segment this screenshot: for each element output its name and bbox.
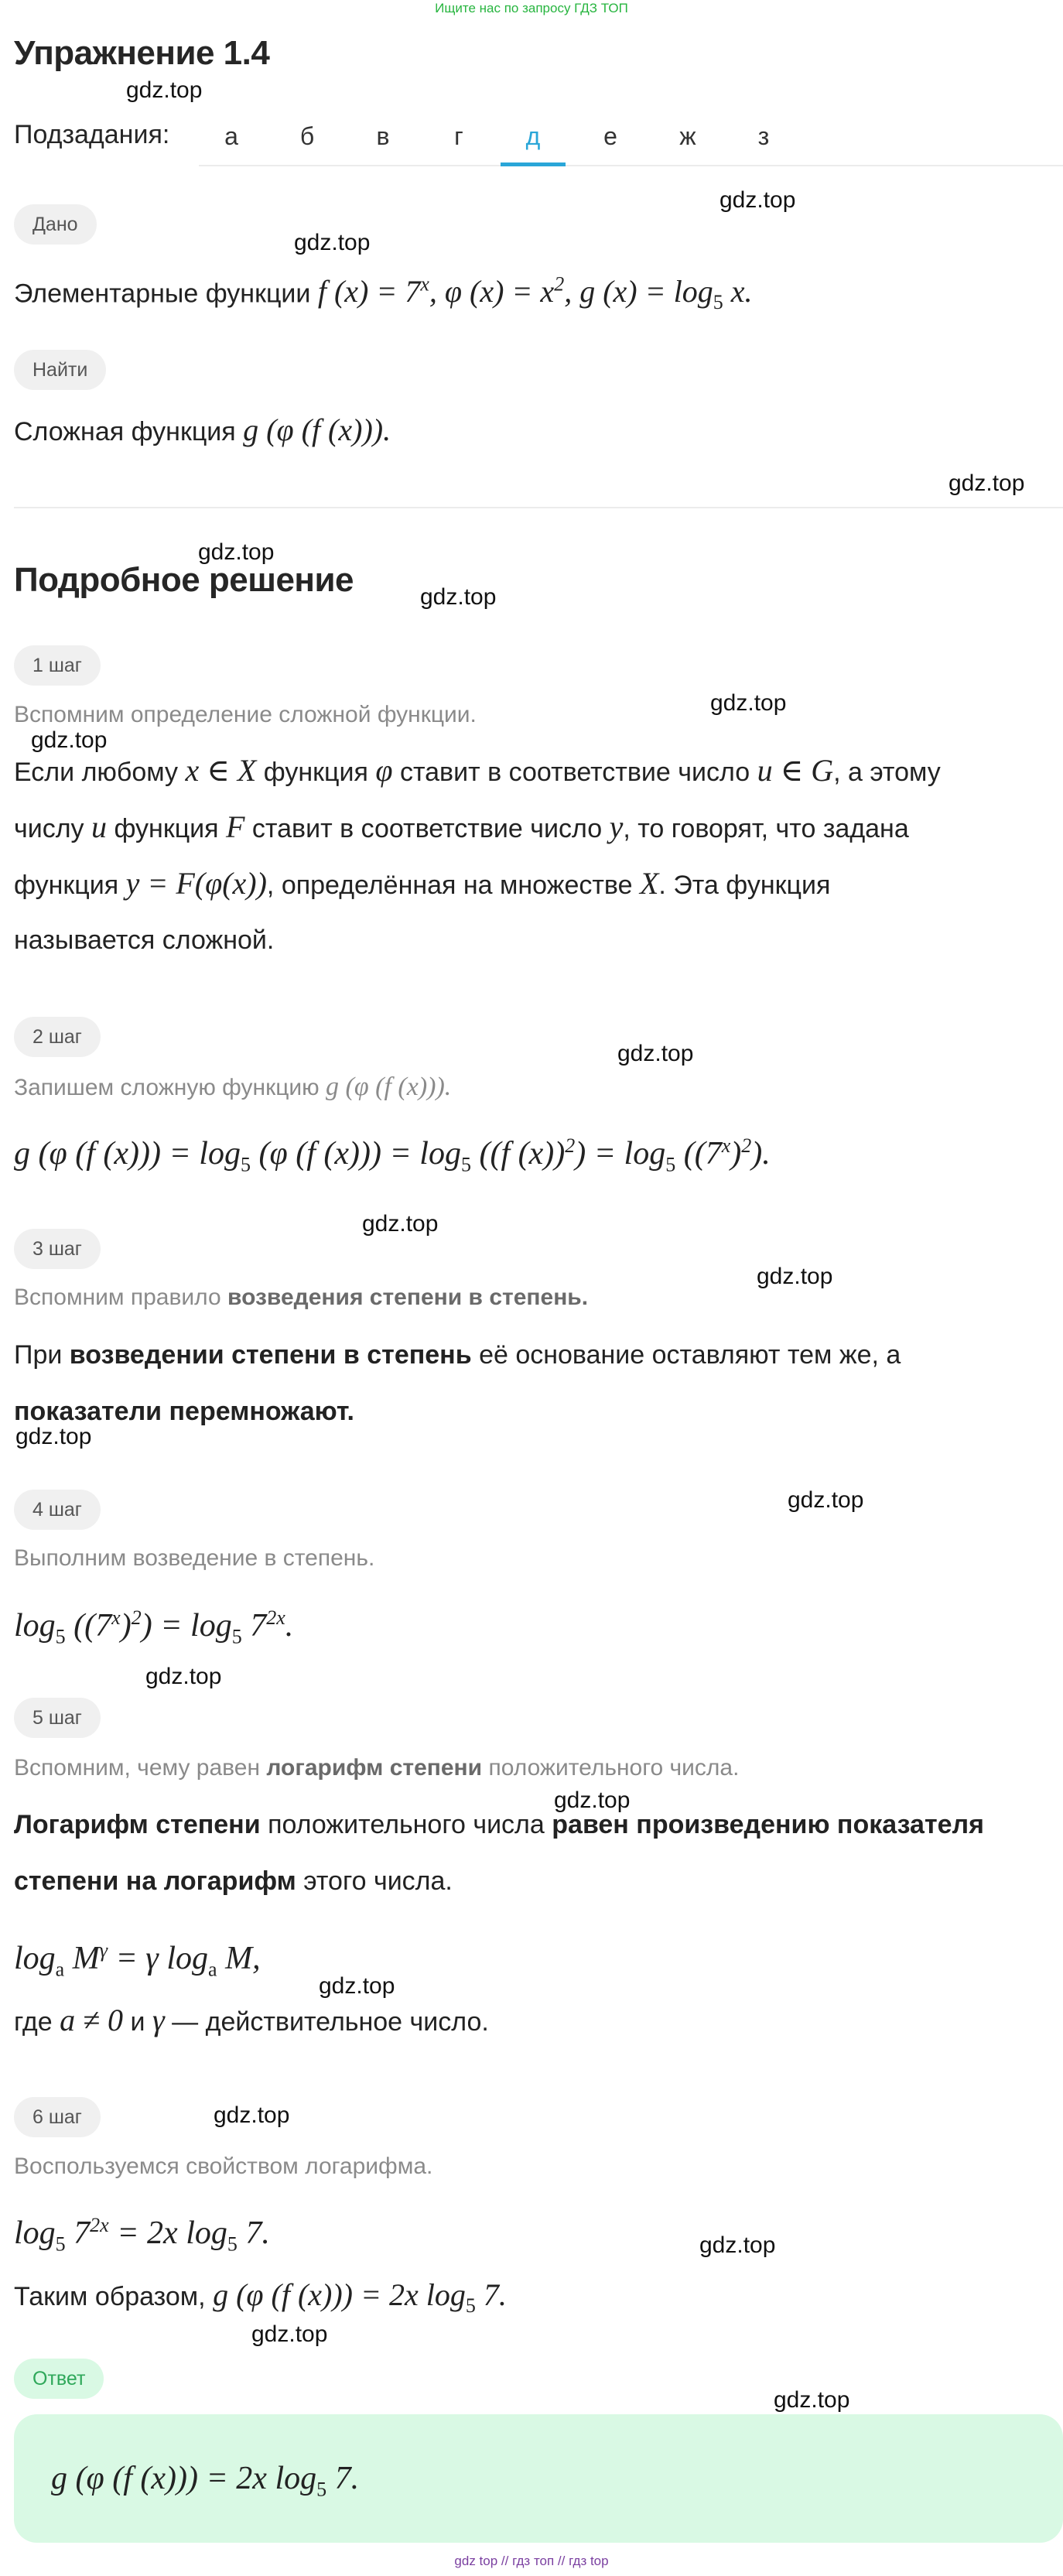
watermark: gdz.top [948,470,1025,496]
step-6-hint: Воспользуемся свойством логарифма. [14,2154,433,2179]
step-2-badge: 2 шаг [14,1017,101,1057]
step-5-badge: 5 шаг [14,1698,101,1738]
watermark: gdz.top [251,2321,328,2347]
tab-z[interactable]: з [757,122,770,150]
watermark: gdz.top [757,1264,833,1289]
watermark: gdz.top [198,539,275,565]
step-3-line-1: При возведении степени в степень её основание оставляют тем же, а [14,1340,901,1370]
step-1-line-3: функция y = F(φ(x)), определённая на множестве X. Эта функция [14,866,831,901]
top-banner: Ищите нас по запросу ГДЗ ТОП [435,1,628,15]
step-2-equation: g (φ (f $(x))) = \log_5 (\varphi$ (f $(x))) = \log_5 ((f$ $(x))^2) = \log_5 ((7^x)^2)$. [14,1134,771,1176]
step-6-equation: $\log_5 7^{2x} = 2x$ $\log_5 7$. [14,2214,270,2256]
divider [14,507,1063,508]
step-5-hint: Вспомним, чему равен логарифм степени положительного числа. [14,1755,740,1781]
watermark: gdz.top [774,2387,850,2413]
watermark: gdz.top [719,187,796,213]
tab-a[interactable]: а [224,122,238,150]
find-badge: Найти [14,350,106,390]
step-1-line-2: числу u функция F ставит в соответствие число y, то говорят, что задана [14,809,909,844]
tab-e[interactable]: е [603,122,617,150]
answer-badge: Ответ [14,2359,104,2399]
step-4-equation: $\log_5 ((7^x)^2) = \log_5 7^{2x}$. [14,1606,294,1648]
step-1-line-4: называется сложной. [14,925,275,955]
watermark: gdz.top [31,727,108,753]
watermark: gdz.top [145,1664,222,1689]
watermark: gdz.top [319,1973,395,1999]
page-title: Упражнение 1.4 [14,34,270,72]
step-3-badge: 3 шаг [14,1229,101,1269]
tab-d[interactable]: д [501,116,566,166]
watermark: gdz.top [214,2102,290,2128]
step-1-badge: 1 шаг [14,645,101,686]
step-2-hint: Запишем сложную функцию g (φ (f (x))). [14,1072,452,1101]
step-5-line-1: Логарифм степени положительного числа равен произведению показателя [14,1810,984,1839]
step-6-conclusion: Таким образом, g (φ (f (x))) = 2x $\log_5 7$. [14,2277,507,2317]
watermark: gdz.top [699,2232,776,2258]
subtasks-label: Подзадания: [14,120,170,149]
step-1-hint: Вспомним определение сложной функции. [14,702,477,727]
answer-formula: g (φ (f (x))) = 2x $\log_5 7$. [51,2461,360,2501]
watermark: gdz.top [420,584,497,610]
watermark: gdz.top [788,1487,864,1513]
step-4-hint: Выполним возведение в степень. [14,1545,375,1571]
step-6-badge: 6 шаг [14,2097,101,2137]
given-formula: f $(x) = 7^x$, φ $(x) = x^2$, g $(x) = \log_5 x$. [317,273,753,314]
step-1-line-1: Если любому x ∈ X функция φ ставит в соответствие число u ∈ G, а этому [14,753,941,788]
find-text: Сложная функция g (φ (f (x))). [14,412,391,447]
watermark: gdz.top [362,1211,439,1237]
solution-title: Подробное решение [14,561,354,599]
step-3-hint: Вспомним правило возведения степени в степень. [14,1285,589,1310]
find-formula: g (φ (f (x))). [243,412,391,447]
step-5-line-2: степени на логарифм этого числа. [14,1866,453,1896]
footer: gdz top // гдз топ // гдз top [454,2554,609,2568]
step-5-where: где a ≠ 0 и γ — действительное число. [14,2003,489,2037]
watermark: gdz.top [710,690,787,716]
given-text: Элементарные функции f $(x) = 7^x$, φ $(x) = x^2$, g $(x) = \log_5 x$. [14,273,753,314]
tab-zh[interactable]: ж [679,122,696,150]
given-badge: Дано [14,204,97,245]
tab-b[interactable]: б [299,122,315,150]
watermark: gdz.top [294,230,371,255]
watermark: gdz.top [617,1041,694,1066]
subtasks-tabs [199,116,1063,166]
step-4-badge: 4 шаг [14,1490,101,1530]
tab-g[interactable]: г [454,122,463,150]
watermark: gdz.top [15,1424,92,1449]
step-5-formula: $\log_a M^\gamma = \gamma$ $\log_a M$, [14,1939,261,1981]
watermark: gdz.top [126,77,203,103]
watermark: gdz.top [554,1787,631,1813]
tab-v[interactable]: в [376,122,390,150]
step-3-line-2: показатели перемножают. [14,1397,354,1426]
